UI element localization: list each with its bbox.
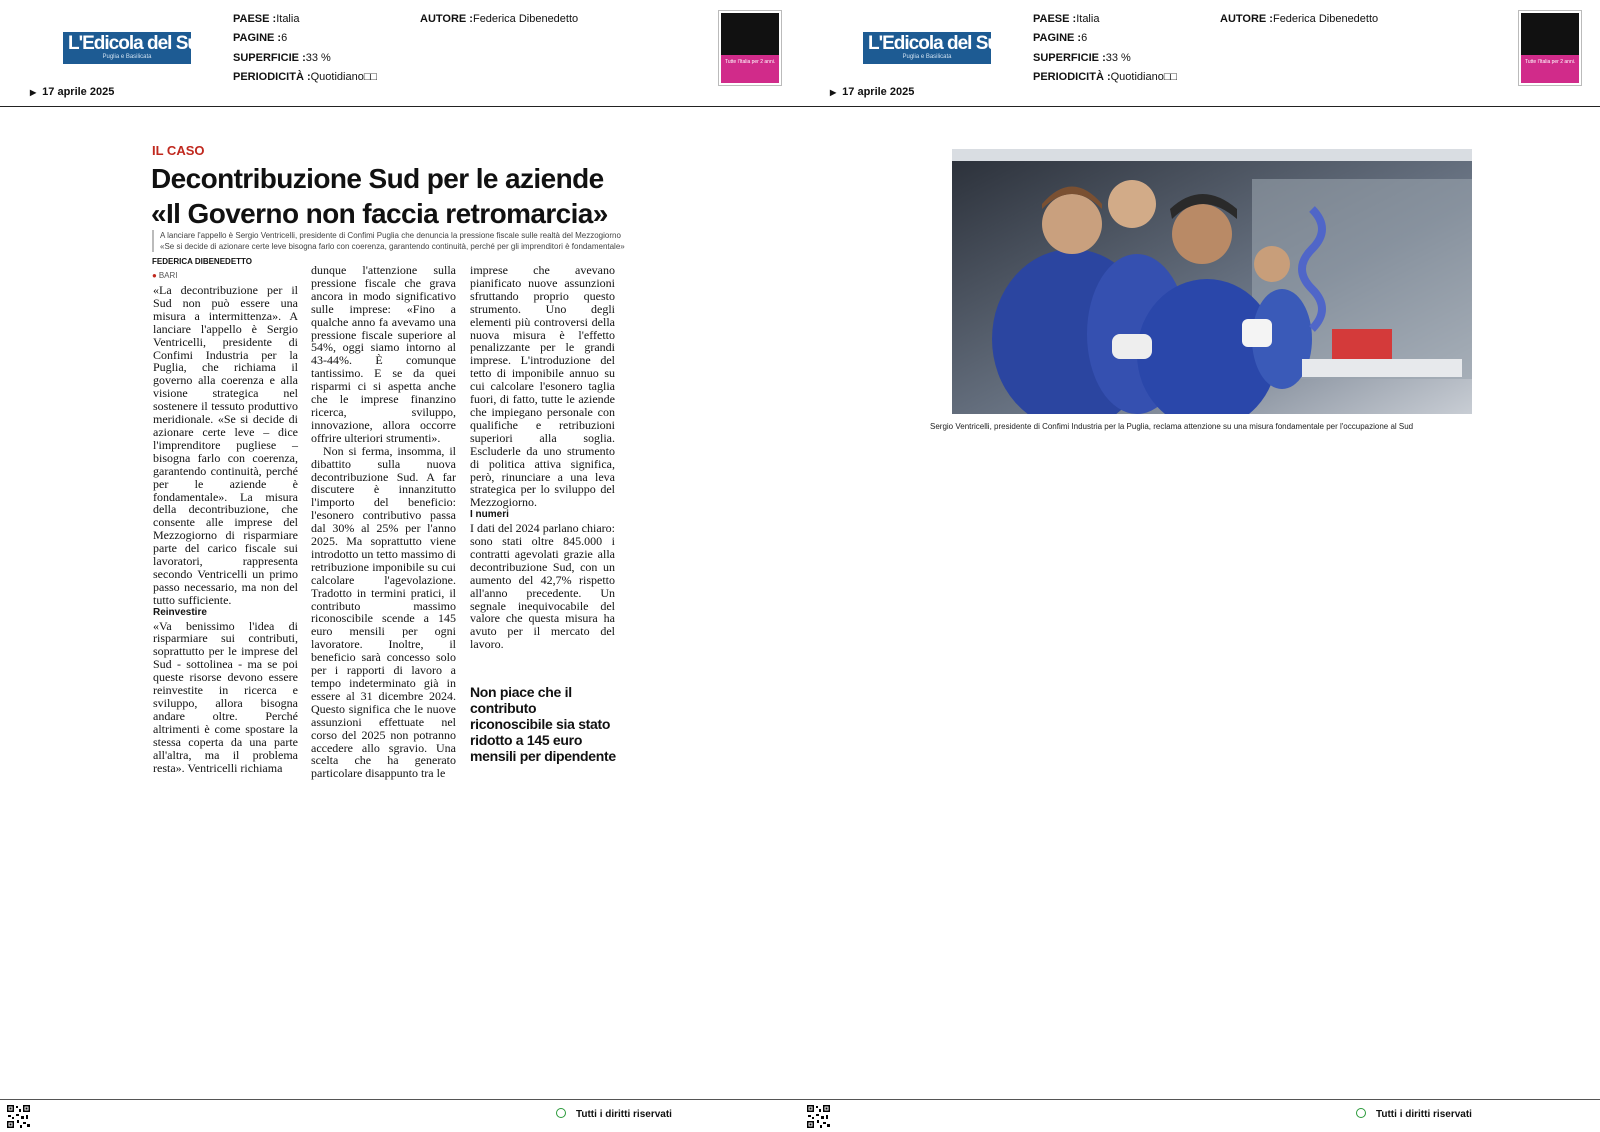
meta-periodicita: PERIODICITÀ :Quotidiano□□ — [1033, 71, 1178, 83]
pull-quote: Non piace che il contributo riconoscibile sia stato ridotto a 145 euro mensili per dipendente — [470, 684, 616, 764]
circle-icon — [1356, 1108, 1366, 1118]
publication-date: ▶ 17 aprile 2025 — [30, 86, 115, 98]
meta-periodicita: PERIODICITÀ :Quotidiano□□ — [233, 71, 378, 83]
press-header — [0, 0, 800, 106]
location-pin-icon: ● — [152, 271, 157, 280]
page-right — [800, 0, 1600, 1132]
meta-pagine: PAGINE :6 — [233, 32, 288, 44]
rights-notice: Tutti i diritti riservati — [1356, 1108, 1472, 1120]
meta-paese: PAESE :Italia — [1033, 13, 1100, 25]
article-column-2: dunque l'attenzione sulla pressione fiscale che grava ancora in modo significativo sulle imprese: «Fino a qualche anno fa avevamo una pressione fiscale superiore al 54%, oggi siamo intorno al 43-44%. È comunque tantissimo. E se da quei risparmi ci si aspetta anche che le imprese finanzino ricerca, sviluppo, innovazione, allora occorre offrire ulteriori strumenti». Non si ferma, insomma, il dibattito sulla nuova decontribuzione Sud. A far discutere è innanzitutto l'importo del beneficio: l'esonero contributivo passa dal 30% al 25% per l'anno 2025. Ma soprattutto viene introdotto un tetto massimo di retribuzione imponibile su cui calcolare l'agevolazione. Tradotto in termini pratici, il contributo massimo riconoscibile scende a 145 euro mensili per ogni lavoratore. Inoltre, il beneficio sarà concesso solo per i rapporti di lavoro a tempo indeterminato già in essere al 31 dicembre 2024. Questo significa che le nuove assunzioni effettuate nel corso del 2025 non potranno accedere allo sgravio. Una scelta che ha generato particolare disappunto tra le — [311, 263, 456, 781]
newspaper-logo: L'Edicola del Sud Puglia e Basilicata — [63, 32, 191, 64]
newspaper-logo: L'Edicola del Sud Puglia e Basilicata — [863, 32, 991, 64]
subhead-numeri: I numeri — [470, 509, 509, 521]
page-thumbnail[interactable]: Tutte l'Italia per 2 anni. — [1518, 10, 1582, 86]
article-byline: FEDERICA DIBENEDETTO — [152, 257, 253, 266]
article-kicker: IL CASO — [152, 143, 205, 158]
meta-superficie: SUPERFICIE :33 % — [233, 52, 331, 64]
article-headline: Decontribuzione Sud per le aziende «Il Governo non faccia retromarcia» — [151, 163, 608, 229]
qr-code-icon — [806, 1104, 831, 1129]
photo-caption: Sergio Ventricelli, presidente di Confimi Industria per la Puglia, reclama attenzione su una misura fondamentale per l'occupazione al Sud — [930, 422, 1414, 431]
triangle-icon: ▶ — [30, 88, 37, 97]
circle-icon — [556, 1108, 566, 1118]
header-divider — [0, 106, 1600, 107]
article-column-3: imprese che avevano pianificato nuove assunzioni sfruttando proprio questo strumento. Uno degli elementi più controversi della nuova misura è l'effetto penalizzante per le grandi imprese. L'introduzione del tetto di imponibile annuo su cui calcolare l'esonero taglia fuori, di fatto, tutte le aziende che impiegano personale con qualifiche e retribuzioni superiori alla soglia. Escluderle da uno strumento di politica attiva significa, però, rinunciare a una leva strategica per lo sviluppo del Mezzogiorno. I numeri I dati del 2024 parlano chiaro: sono stati oltre 845.000 i contratti agevolati grazie alla decontribuzione Sud, con un aumento del 42,7% rispetto all'anno precedente. Un segnale inequivocabile del valore che questa misura ha avuto per il mercato del lavoro. — [470, 263, 615, 652]
meta-paese: PAESE :Italia — [233, 13, 300, 25]
footer-divider — [0, 1099, 1600, 1100]
meta-autore: AUTORE :Federica Dibenedetto — [420, 13, 579, 25]
publication-date: ▶ 17 aprile 2025 — [830, 86, 915, 98]
qr-code-icon — [6, 1104, 31, 1129]
article-photo — [952, 149, 1472, 414]
triangle-icon: ▶ — [830, 88, 837, 97]
article-dateline: ● BARI — [152, 271, 178, 280]
page-thumbnail[interactable]: Tutte l'Italia per 2 anni. — [718, 10, 782, 86]
rights-notice: Tutti i diritti riservati — [556, 1108, 672, 1120]
meta-superficie: SUPERFICIE :33 % — [1033, 52, 1131, 64]
press-header — [800, 0, 1600, 106]
article-column-1: «La decontribuzione per il Sud non può essere una misura a intermittenza». A lanciare l'appello è Sergio Ventricelli, presidente di Confimi Industria per la Puglia, che richiama il governo alla coerenza e alla visione strategica nel sostenere il tessuto produttivo meridionale. «Se si decide di azionare certe leve – dice l'imprenditore pugliese – bisogna farlo con coerenza, garantendo continuità, perché per le aziende è fondamentale». La misura della decontribuzione, che consente alle imprese del Mezzogiorno di risparmiare parte del carico fiscale sui lavoratori, rappresenta secondo Ventricelli un primo passo necessario, ma non del tutto sufficiente. Reinvestire «Va benissimo l'idea di risparmiare sui contributi, soprattutto per le imprese del Sud - sottolinea - ma se poi queste risorse devono essere reinvestite in ricerca e sviluppo, allora bisogna andare oltre. Perché altrimenti è come spostare la stessa coperta da una parte all'altra, ma il problema resta». Ventricelli richiama — [153, 283, 298, 775]
article-summary: A lanciare l'appello è Sergio Ventricelli, presidente di Confimi Puglia che denuncia la pressione fiscale sulle realtà del Mezzogiorno «Se si decide di azionare certe leve bisogna farlo con coerenza, garantendo continuità, perché per gli imprenditori è fondamentale» — [152, 230, 625, 252]
meta-autore: AUTORE :Federica Dibenedetto — [1220, 13, 1379, 25]
meta-pagine: PAGINE :6 — [1033, 32, 1088, 44]
subhead-reinvestire: Reinvestire — [153, 606, 207, 618]
